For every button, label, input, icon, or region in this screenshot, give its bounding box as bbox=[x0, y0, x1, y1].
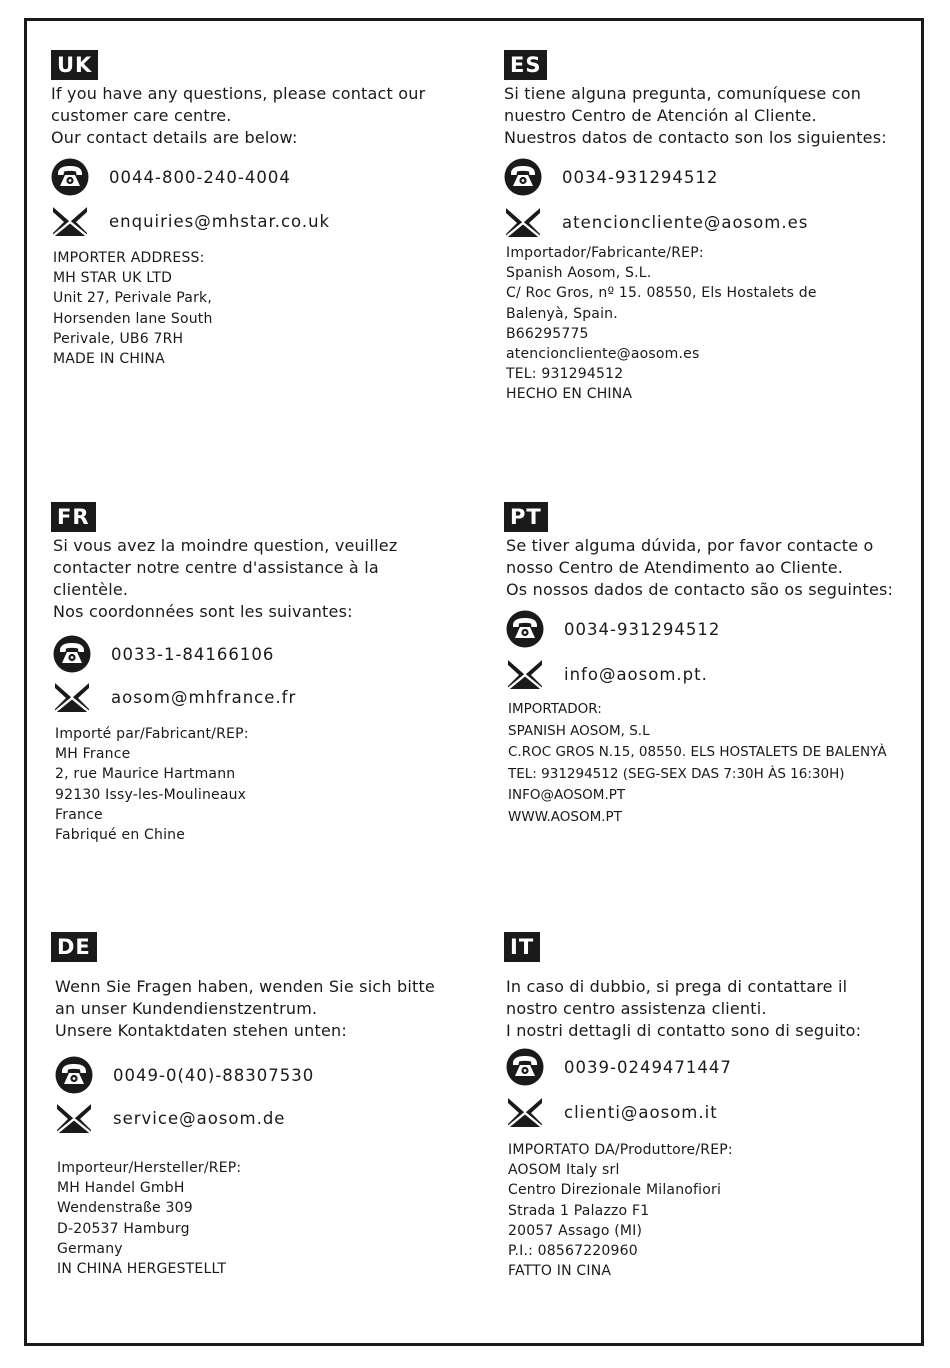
section-es bbox=[504, 50, 944, 410]
address-line: IN CHINA HERGESTELLT bbox=[57, 1261, 227, 1278]
email-row-fr bbox=[53, 678, 296, 716]
intro-text-it: In caso di dubbio, si prega di contattare il nostro centro assistenza clienti. I nostri dettagli di contatto sono di seguito: bbox=[506, 977, 862, 1040]
country-badge-fr: FR bbox=[51, 502, 96, 532]
phone-row-es bbox=[504, 158, 718, 196]
phone-row-uk bbox=[51, 158, 291, 196]
phone-number-de[interactable]: 0049-0(40)-88307530 bbox=[113, 1065, 315, 1085]
email-row-pt bbox=[506, 655, 708, 693]
importer-address-pt bbox=[508, 699, 887, 828]
phone-number-pt[interactable]: 0034-931294512 bbox=[564, 619, 721, 639]
address-line: HECHO EN CHINA bbox=[506, 386, 633, 403]
address-line: atencioncliente@aosom.es bbox=[506, 346, 700, 363]
email-address-uk[interactable]: enquiries@mhstar.co.uk bbox=[109, 211, 331, 231]
address-line: IMPORTATO DA/Produttore/REP: bbox=[508, 1142, 733, 1158]
address-line: 20057 Assago (MI) bbox=[508, 1222, 643, 1239]
importer-address-es bbox=[506, 243, 817, 405]
address-line: Centro Direzionale Milanofiori bbox=[508, 1182, 722, 1199]
address-line: TEL: 931294512 (SEG-SEX DAS 7:30H ÀS 16:30H) bbox=[508, 765, 845, 782]
address-line: SPANISH AOSOM, S.L bbox=[508, 722, 650, 739]
section-uk bbox=[51, 50, 491, 380]
address-line: IMPORTER ADDRESS: bbox=[53, 250, 205, 266]
section-it bbox=[504, 932, 944, 1292]
address-line: C/ Roc Gros, nº 15. 08550, Els Hostalets de bbox=[506, 285, 817, 302]
section-pt bbox=[504, 502, 944, 842]
country-badge-de: DE bbox=[51, 932, 97, 962]
address-line: D-20537 Hamburg bbox=[57, 1220, 190, 1237]
phone-number-fr[interactable]: 0033-1-84166106 bbox=[111, 644, 275, 664]
country-badge-pt: PT bbox=[504, 502, 548, 532]
address-line: WWW.AOSOM.PT bbox=[508, 808, 622, 825]
importer-address-de bbox=[57, 1158, 241, 1279]
address-line: Importeur/Hersteller/REP: bbox=[57, 1160, 242, 1176]
email-address-de[interactable]: service@aosom.de bbox=[113, 1108, 286, 1128]
envelope-icon bbox=[504, 203, 542, 241]
email-row-it bbox=[506, 1093, 718, 1131]
address-line: B66295775 bbox=[506, 325, 589, 342]
phone-row-pt bbox=[506, 610, 720, 648]
telephone-icon bbox=[506, 1048, 544, 1086]
address-line: Strada 1 Palazzo F1 bbox=[508, 1202, 650, 1219]
importer-address-it bbox=[508, 1140, 733, 1281]
address-line: MH STAR UK LTD bbox=[53, 270, 173, 287]
address-line: C.ROC GROS N.15, 08550. ELS HOSTALETS DE BALENYÀ bbox=[508, 744, 887, 760]
importer-address-fr bbox=[55, 724, 249, 845]
address-line: Balenyà, Spain. bbox=[506, 305, 618, 322]
address-line: MADE IN CHINA bbox=[53, 351, 165, 368]
address-line: Perivale, UB6 7RH bbox=[53, 330, 184, 347]
envelope-icon bbox=[55, 1099, 93, 1137]
address-line: INFO@AOSOM.PT bbox=[508, 787, 626, 803]
phone-row-de bbox=[55, 1056, 314, 1094]
address-line: P.I.: 08567220960 bbox=[508, 1243, 638, 1260]
country-badge-it: IT bbox=[504, 932, 540, 962]
intro-text-fr: Si vous avez la moindre question, veuillez contacter notre centre d'assistance à la clientèle. Nos coordonnées sont les suivantes: bbox=[53, 536, 398, 621]
phone-row-it bbox=[506, 1048, 732, 1086]
email-address-fr[interactable]: aosom@mhfrance.fr bbox=[111, 687, 297, 707]
address-line: MH France bbox=[55, 746, 131, 763]
address-line: Spanish Aosom, S.L. bbox=[506, 265, 652, 282]
address-line: Horsenden lane South bbox=[53, 310, 213, 327]
section-de bbox=[51, 932, 491, 1292]
telephone-icon bbox=[55, 1056, 93, 1094]
email-row-uk bbox=[51, 202, 330, 240]
address-line: France bbox=[55, 806, 103, 823]
address-line: Importé par/Fabricant/REP: bbox=[55, 726, 249, 742]
phone-number-it[interactable]: 0039-0249471447 bbox=[564, 1057, 732, 1077]
address-line: TEL: 931294512 bbox=[506, 366, 624, 383]
country-badge-es: ES bbox=[504, 50, 547, 80]
address-line: MH Handel GmbH bbox=[57, 1180, 185, 1197]
address-line: Importador/Fabricante/REP: bbox=[506, 245, 704, 261]
intro-text-de: Wenn Sie Fragen haben, wenden Sie sich bitte an unser Kundendienstzentrum. Unsere Kontaktdaten stehen unten: bbox=[55, 977, 435, 1040]
email-address-es[interactable]: atencioncliente@aosom.es bbox=[562, 212, 809, 232]
address-line: Germany bbox=[57, 1240, 123, 1257]
email-row-es bbox=[504, 203, 808, 241]
importer-address-uk bbox=[53, 248, 213, 369]
address-line: Unit 27, Perivale Park, bbox=[53, 290, 212, 307]
envelope-icon bbox=[506, 1093, 544, 1131]
address-line: FATTO IN CINA bbox=[508, 1263, 612, 1280]
phone-number-es[interactable]: 0034-931294512 bbox=[562, 167, 719, 187]
email-address-pt[interactable]: info@aosom.pt. bbox=[564, 664, 708, 684]
telephone-icon bbox=[506, 610, 544, 648]
envelope-icon bbox=[53, 678, 91, 716]
address-line: IMPORTADOR: bbox=[508, 701, 602, 717]
intro-text-pt: Se tiver alguma dúvida, por favor contacte o nosso Centro de Atendimento ao Cliente. Os nossos dados de contacto são os seguintes: bbox=[506, 536, 894, 599]
envelope-icon bbox=[506, 655, 544, 693]
intro-text-uk: If you have any questions, please contact our customer care centre. Our contact details are below: bbox=[51, 84, 426, 147]
section-fr bbox=[51, 502, 491, 852]
phone-row-fr bbox=[53, 635, 274, 673]
telephone-icon bbox=[51, 158, 89, 196]
email-row-de bbox=[55, 1099, 285, 1137]
telephone-icon bbox=[53, 635, 91, 673]
address-line: AOSOM Italy srl bbox=[508, 1162, 620, 1179]
address-line: Wendenstraße 309 bbox=[57, 1200, 193, 1217]
address-line: 2, rue Maurice Hartmann bbox=[55, 766, 236, 783]
telephone-icon bbox=[504, 158, 542, 196]
country-badge-uk: UK bbox=[51, 50, 98, 80]
address-line: 92130 Issy-les-Moulineaux bbox=[55, 786, 247, 803]
address-line: Fabriqué en Chine bbox=[55, 827, 186, 844]
phone-number-uk[interactable]: 0044-800-240-4004 bbox=[109, 167, 291, 187]
email-address-it[interactable]: clienti@aosom.it bbox=[564, 1102, 718, 1122]
intro-text-es: Si tiene alguna pregunta, comuníquese con nuestro Centro de Atención al Cliente. Nuestros datos de contacto son los siguientes: bbox=[504, 84, 887, 147]
envelope-icon bbox=[51, 202, 89, 240]
